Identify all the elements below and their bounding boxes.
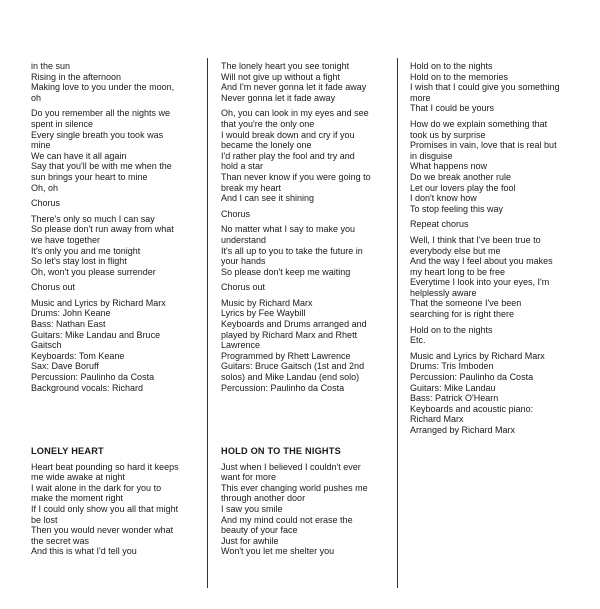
credits-block: Music by Richard Marx Lyrics by Fee Waybill Keyboards and Drums arranged and played by Richard Marx and Rhett Lawrence Programmed by Rhett Lawrence Guitars: Bruce Gaitsch (1st and 2nd solos) and Mike Landau (end solo) Percussion: Paulinho da Costa — [221, 297, 367, 393]
column-3 — [410, 61, 585, 441]
chorus-out-label: Chorus out — [31, 282, 76, 293]
lyric-block: How do we explain something that took us by surprise Promises in vain, love that is real but in disguise What happens now Do we break another rule Let our lovers play the fool I don't know how To stop feeling this way — [410, 118, 557, 214]
chorus-out-label: Chorus out — [221, 282, 266, 293]
column-1-lower — [31, 446, 196, 562]
lyric-block: Well, I think that I've been true to everybody else but me And the way I feel about you makes my heart long to be free Everytime I look into your eyes, I'm helplessly aware That the someone I've been searching for is right there — [410, 234, 553, 320]
credits-block: Music and Lyrics by Richard Marx Drums: Tris Imboden Percussion: Paulinho da Costa Guitars: Mike Landau Bass: Patrick O'Hearn Keyboards and acoustic piano: Richard Marx Arranged by Richard Marx — [410, 350, 545, 435]
column-divider-left — [207, 58, 208, 588]
chorus-label: Chorus — [31, 198, 61, 209]
lyric-block: Oh, you can look in my eyes and see that you're the only one I would break down and cry if you became the lonely one I'd rather play the fool and try and hold a star Than never know if you were going to break my heart And I can see it shining — [221, 108, 371, 204]
column-1-upper — [31, 61, 196, 398]
credits-block: Music and Lyrics by Richard Marx Drums: John Keane Bass: Nathan East Guitars: Mike Landau and Bruce Gaitsch Keyboards: Tom Keane Sax: Dave Boruff Percussion: Paulinho da Costa Background vocals: Richard — [31, 297, 166, 393]
chorus-label: Chorus — [221, 208, 251, 219]
column-2-upper — [221, 61, 391, 398]
lyric-block: Do you remember all the nights we spent in silence Every single breath you took was mine We can have it all again Say that you'll be with me when the sun brings your heart to mine Oh, oh — [31, 108, 172, 193]
column-divider-right — [397, 58, 398, 588]
lyric-block: Hold on to the nights Hold on to the memories I wish that I could give you something more That I could be yours — [410, 61, 560, 114]
lyric-block: The lonely heart you see tonight Will not give up without a fight And I'm never gonna let it fade away Never gonna let it fade away — [221, 61, 367, 103]
repeat-chorus-label: Repeat chorus — [410, 219, 469, 230]
column-2-lower — [221, 446, 391, 562]
lyric-block: No matter what I say to make you understand It's all up to you to take the future in your hands So please don't keep me waiting — [221, 224, 363, 277]
lyric-block: There's only so much I can say So please don't run away from what we have together It's only you and me tonight So let's stay lost in flight Oh, won't you please surrender — [31, 213, 174, 277]
song-title: HOLD ON TO THE NIGHTS — [221, 446, 341, 456]
lyric-block: in the sun Rising in the afternoon Making love to you under the moon, oh — [31, 61, 175, 103]
lyric-block: Hold on to the nights Etc. — [410, 324, 493, 346]
lyric-block: Just when I believed I couldn't ever want for more This ever changing world pushes me through another door I saw you smile And my mind could not erase the beauty of your face Just for awhile Won't you let me shelter you — [221, 461, 368, 557]
lyric-block: Heart beat pounding so hard it keeps me wide awake at night I wait alone in the dark for you to make the moment right If I could only show you all that might be lost Then you would never wonder what the secret was And this is what I'd tell you — [31, 461, 179, 557]
song-title: LONELY HEART — [31, 446, 104, 456]
